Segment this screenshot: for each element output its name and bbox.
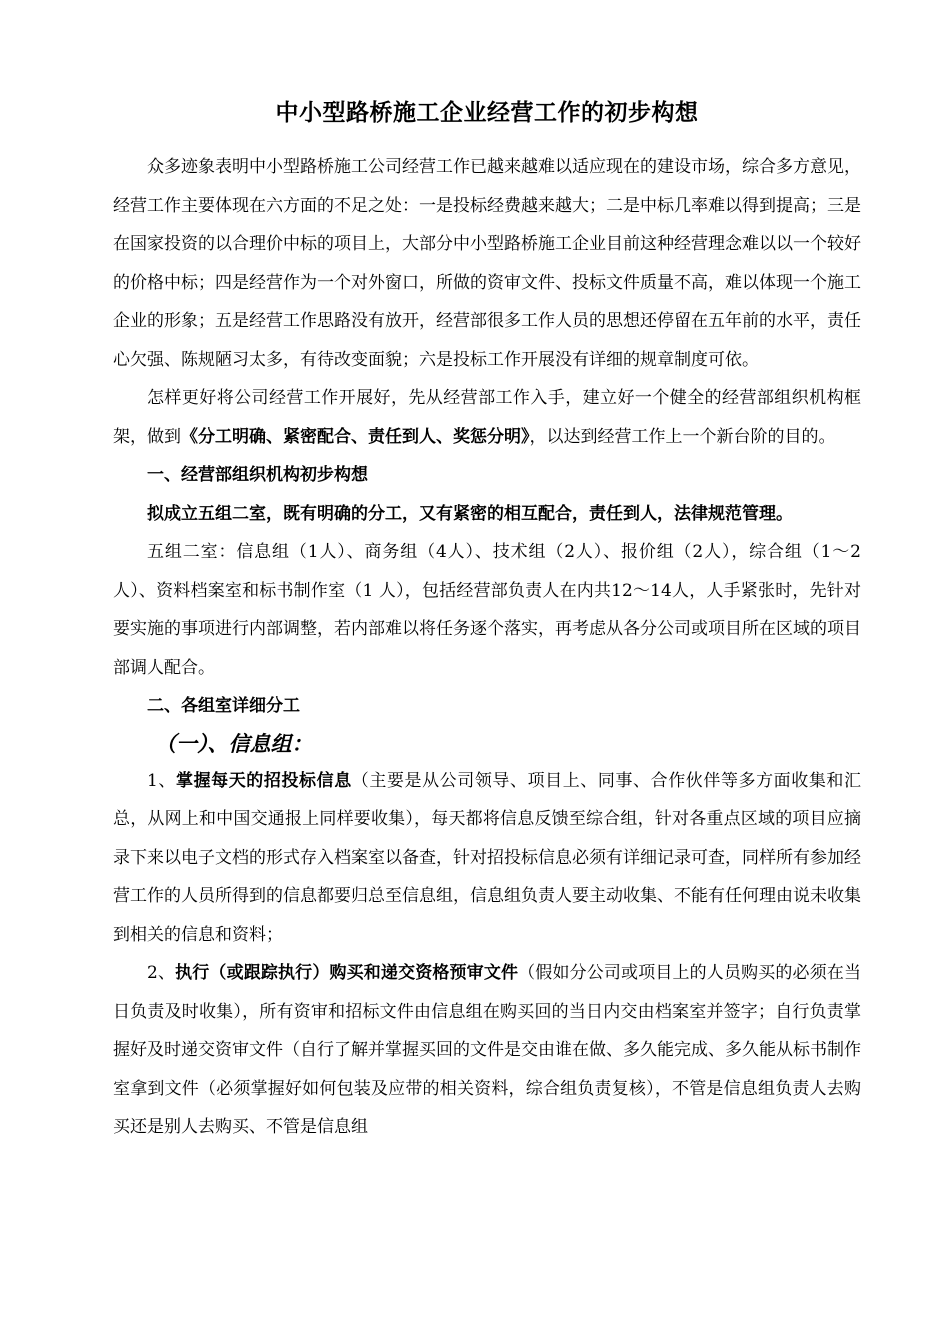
paragraph-goal-text-before: 怎样更好将公司经营工作开展好，先从经营部工作入手，建立好一个健全的经营部组织机构框架，做到 <box>113 388 861 447</box>
list-item-2-number: 2、 <box>147 963 176 983</box>
list-item-2-bold: 执行（或跟踪执行）购买和递交资格预审文件 <box>175 963 519 983</box>
subsection-heading-info-group: （一）、信息组： <box>155 731 313 756</box>
document-title: 中小型路桥施工企业经营工作的初步构想 <box>275 100 699 126</box>
document-body <box>113 92 861 1147</box>
list-item-1 <box>113 762 861 955</box>
paragraph-bold-organization: 拟成立五组二室，既有明确的分工，又有紧密的相互配合，责任到人，法律规范管理。 <box>147 503 793 524</box>
paragraph-goal-text-after: ，以达到经营工作上一个新台阶的目的。 <box>529 426 836 447</box>
section-heading-1: 一、经营部组织机构初步构想 <box>147 465 368 485</box>
paragraph-goal-bold-principles: 《分工明确、紧密配合、责任到人、奖惩分明》 <box>181 426 530 447</box>
list-item-1-text: （主要是从公司领导、项目上、同事、合作伙伴等多方面收集和汇总，从网上和中国交通报上同样要收集），每天都将信息反馈至综合组，针对各重点区域的项目应摘录下来以电子文档的形式存入档案室以备查，针对招投标信息必须有详细记录可查，同样所有参加经营工作的人员所得到的信息都要归总至信息组，信息组负责人要主动收集、不能有任何理由说未收集到相关的信息和资料； <box>113 770 862 945</box>
list-item-1-bold: 掌握每天的招投标信息 <box>175 770 352 791</box>
section-heading-2: 二、各组室详细分工 <box>147 696 300 716</box>
paragraph-intro: 众多迹象表明中小型路桥施工公司经营工作已越来越难以适应现在的建设市场，综合多方意见，经营工作主要体现在六方面的不足之处：一是投标经费越来越大；二是中标几率难以得到提高；三是在国家投资的以合理价中标的项目上，大部分中小型路桥施工企业目前这种经营理念难以以一个较好的价格中标；四是经营作为一个对外窗口，所做的资审文件、投标文件质量不高，难以体现一个施工企业的形象；五是经营工作思路没有放开，经营部很多工作人员的思想还停留在五年前的水平，责任心欠强、陈规陋习太多，有待改变面貌；六是投标工作开展没有详细的规章制度可依。 <box>113 157 861 370</box>
list-item-2-text: （假如分公司或项目上的人员购买的必须在当日负责及时收集），所有资审和招标文件由信息组在购买回的当日内交由档案室并签字；自行负责掌握好及时递交资审文件（自行了解并掌握买回的文件是交由谁在做、多久能完成、多久能从标书制作室拿到文件（必须掌握好如何包装及应带的相关资料，综合组负责复核），不管是信息组负责人去购买还是别人去购买、不管是信息组 <box>113 963 861 1137</box>
list-item-2 <box>113 954 861 1147</box>
list-item-1-number: 1、 <box>147 770 176 791</box>
paragraph-goal <box>113 379 861 456</box>
paragraph-staffing: 五组二室：信息组（1人）、商务组（4人）、技术组（2人）、报价组（2人），综合组（1～2人）、资料档案室和标书制作室（1 人），包括经营部负责人在内共12～14人，人手紧张时，先针对要实施的事项进行内部调整，若内部难以将任务逐个落实，再考虑从各分公司或项目所在区域的项目部调人配合。 <box>113 542 861 678</box>
